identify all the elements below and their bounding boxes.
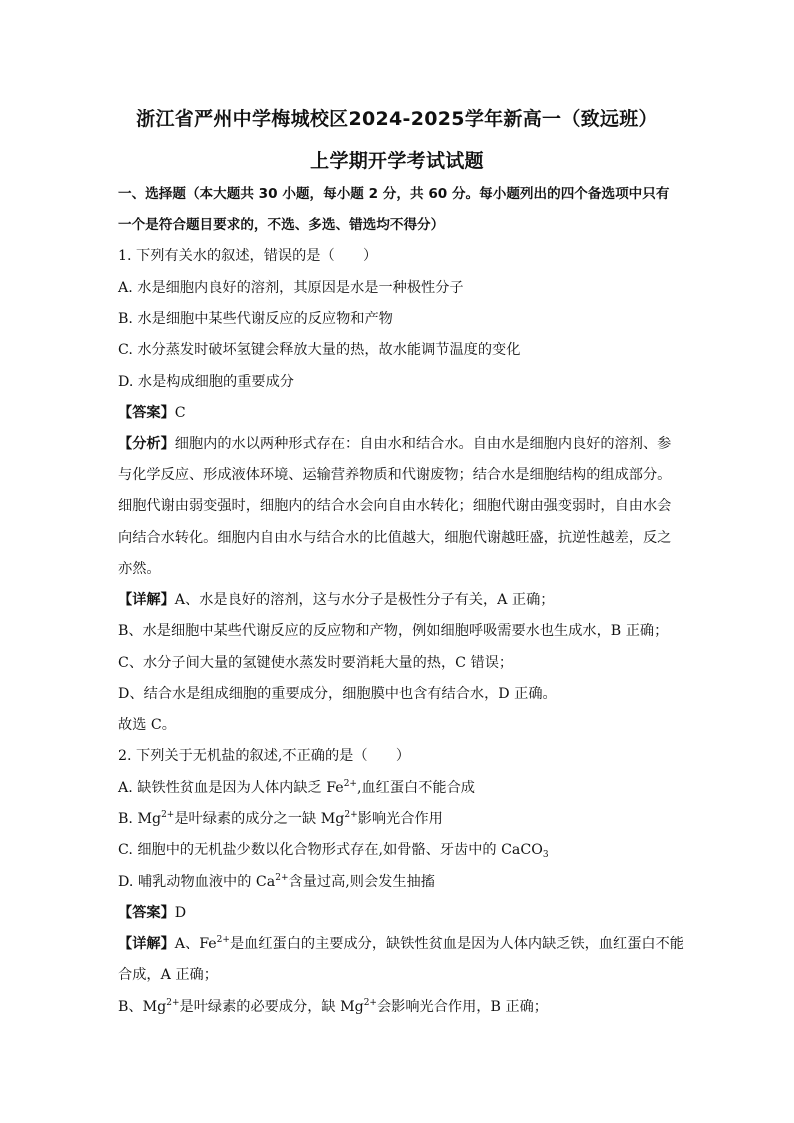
option-text: A. 缺铁性贫血是因为人体内缺乏 Fe	[118, 780, 344, 796]
question-1-conclusion: 故选 C。	[118, 717, 176, 733]
question-2-option-b	[118, 809, 443, 829]
detail-text: A、Fe	[174, 936, 217, 952]
question-2-detail-line-3	[118, 997, 548, 1017]
detail-text: A、水是良好的溶剂，这与水分子是极性分子有关，A 正确；	[174, 592, 555, 608]
option-text: B. Mg	[118, 811, 162, 827]
question-1-detail-line-1	[118, 590, 554, 610]
question-1-detail-line-3: C、水分子间大量的氢键使水蒸发时要消耗大量的热，C 错误；	[118, 655, 514, 671]
question-1-stem: 1. 下列有关水的叙述，错误的是（ ）	[118, 248, 378, 264]
option-text: 影响光合作用	[357, 811, 443, 827]
answer-tag: 【答案】	[118, 905, 175, 921]
question-1-detail-line-2: B、水是细胞中某些代谢反应的反应物和产物，例如细胞呼吸需要水也生成水，B 正确；	[118, 623, 669, 639]
option-text: ,血红蛋白不能合成	[356, 780, 475, 796]
question-1-analysis-line-5: 亦然。	[118, 561, 161, 577]
detail-text: 是血红蛋白的主要成分，缺铁性贫血是因为人体内缺乏铁，血红蛋白不能	[229, 936, 684, 952]
question-2-answer	[118, 903, 186, 923]
analysis-text: 细胞内的水以两种形式存在：自由水和结合水。自由水是细胞内良好的溶剂、参	[174, 436, 672, 452]
ion-charge: 2+	[344, 810, 358, 820]
option-text: 是叶绿素的成分之一缺 Mg	[174, 811, 345, 827]
detail-text: B、Mg	[118, 999, 167, 1015]
detail-text: 会影响光合作用，B 正确；	[376, 999, 548, 1015]
question-1-option-d: D. 水是构成细胞的重要成分	[118, 374, 294, 390]
question-2-stem: 2. 下列关于无机盐的叙述,不正确的是（ ）	[118, 748, 411, 764]
question-1-detail-line-4: D、结合水是组成细胞的重要成分，细胞膜中也含有结合水，D 正确。	[118, 686, 557, 702]
question-1-analysis-line-3: 细胞代谢由弱变强时，细胞内的结合水会向自由水转化；细胞代谢由强变弱时，自由水会	[118, 498, 672, 514]
question-1-analysis-line-2: 与化学反应、形成液体环境、运输营养物质和代谢废物；结合水是细胞结构的组成部分。	[118, 467, 672, 483]
question-2-option-a	[118, 778, 475, 798]
question-1-option-c: C. 水分蒸发时破坏氢键会释放大量的热，故水能调节温度的变化	[118, 342, 521, 358]
page-title: 浙江省严州中学梅城校区2024-2025学年新高一（致远班）	[136, 108, 658, 130]
ion-charge: 2+	[363, 998, 377, 1008]
ion-charge: 2+	[216, 935, 230, 945]
detail-tag: 【详解】	[118, 592, 175, 608]
ion-charge: 2+	[275, 873, 289, 883]
question-2-option-d	[118, 872, 435, 892]
question-1-answer	[118, 403, 186, 423]
question-1-option-b: B. 水是细胞中某些代谢反应的反应物和产物	[118, 311, 393, 327]
detail-text: 是叶绿素的必要成分，缺 Mg	[179, 999, 364, 1015]
ion-charge: 2+	[343, 779, 357, 789]
section-heading-cont: 一个是符合题目要求的，不选、多选、错选均不得分）	[118, 217, 445, 233]
question-2-detail-line-2: 合成，A 正确；	[118, 967, 218, 983]
question-1-option-a: A. 水是细胞内良好的溶剂，其原因是水是一种极性分子	[118, 280, 464, 296]
option-text: 含量过高,则会发生抽搐	[288, 874, 435, 890]
question-1-analysis-line-1	[118, 434, 671, 454]
question-2-option-c	[118, 840, 549, 860]
detail-tag: 【详解】	[118, 936, 175, 952]
option-text: C. 细胞中的无机盐少数以化合物形式存在,如骨骼、牙齿中的 CaCO	[118, 842, 543, 858]
formula-subscript: 3	[542, 850, 549, 860]
answer-value: D	[174, 905, 187, 921]
option-text: D. 哺乳动物血液中的 Ca	[118, 874, 276, 890]
question-1-analysis-line-4: 向结合水转化。细胞内自由水与结合水的比值越大，细胞代谢越旺盛，抗逆性越差，反之	[118, 530, 672, 546]
ion-charge: 2+	[161, 810, 175, 820]
analysis-tag: 【分析】	[118, 436, 175, 452]
question-2-detail-line-1	[118, 934, 684, 954]
answer-value: C	[174, 405, 186, 421]
page-subtitle: 上学期开学考试试题	[310, 150, 484, 172]
section-heading: 一、选择题（本大题共 30 小题，每小题 2 分，共 60 分。每小题列出的四个备选项中只有	[118, 186, 670, 202]
answer-tag: 【答案】	[118, 405, 175, 421]
ion-charge: 2+	[166, 998, 180, 1008]
